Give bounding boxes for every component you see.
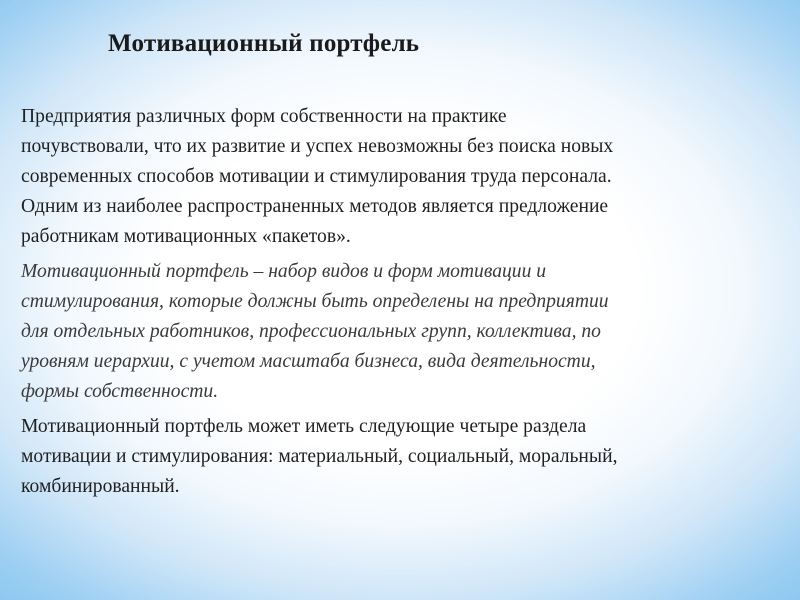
text-line: современных способов мотивации и стимулирования труда персонала.: [21, 166, 612, 187]
slide-body: [21, 102, 781, 507]
text-line: комбинированный.: [21, 476, 180, 497]
text-line: уровням иерархии, с учетом масштаба бизнеса, вида деятельности,: [21, 351, 596, 372]
paragraph-intro: [21, 102, 781, 252]
paragraph-definition: [21, 257, 781, 407]
text-line: Предприятия различных форм собственности на практике: [21, 106, 507, 127]
text-line: Одним из наиболее распространенных методов является предложение: [21, 196, 609, 217]
text-line: работникам мотивационных «пакетов».: [21, 226, 351, 247]
text-line: Мотивационный портфель – набор видов и форм мотивации и: [21, 261, 547, 282]
paragraph-sections: [21, 412, 781, 502]
slide-title: Мотивационный портфель: [108, 30, 420, 57]
text-line: для отдельных работников, профессиональных групп, коллектива, по: [21, 321, 601, 342]
text-line: формы собственности.: [21, 381, 219, 402]
text-line: Мотивационный портфель может иметь следующие четыре раздела: [21, 416, 587, 437]
text-line: почувствовали, что их развитие и успех невозможны без поиска новых: [21, 136, 614, 157]
text-line: мотивации и стимулирования: материальный, социальный, моральный,: [21, 446, 618, 467]
text-line: стимулирования, которые должны быть определены на предприятии: [21, 291, 609, 312]
